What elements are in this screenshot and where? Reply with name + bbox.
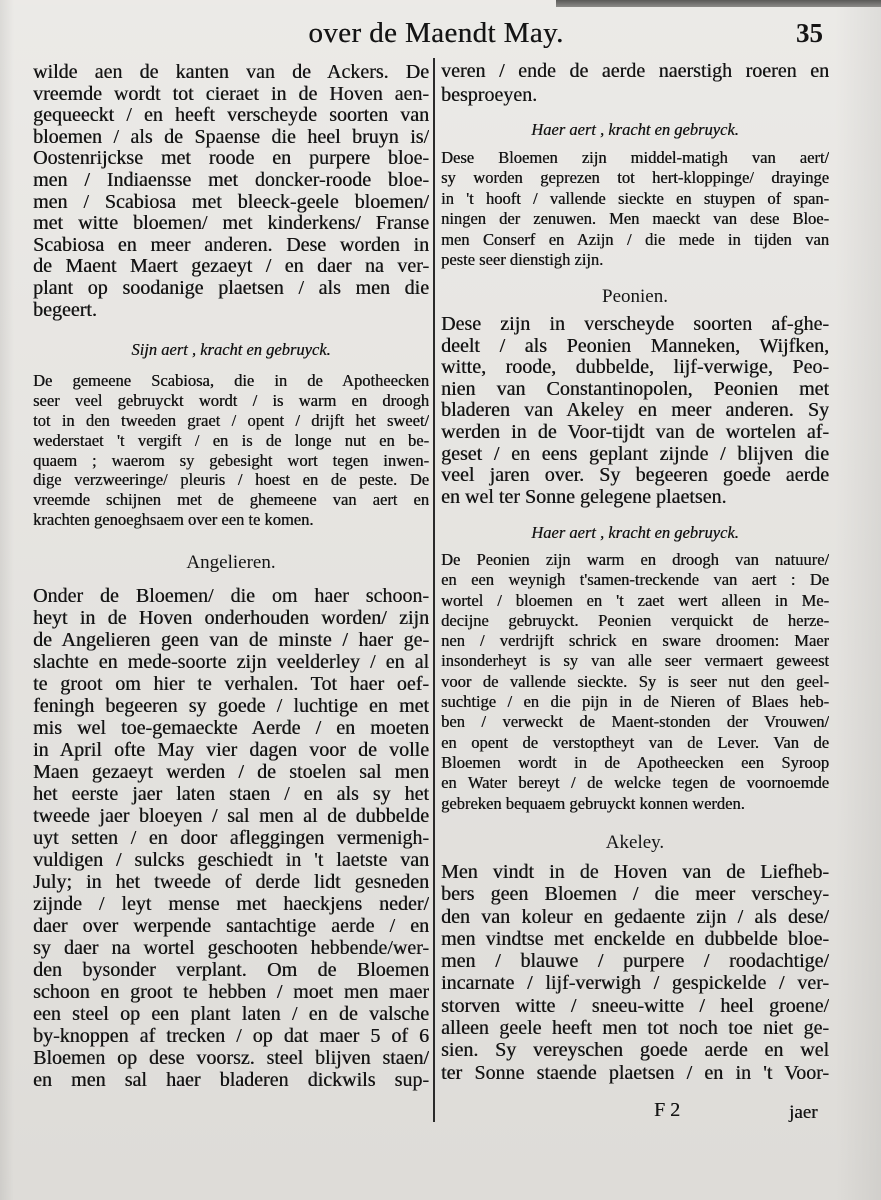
text-line: bladeren van Akeley en meer anderen. Sy [441,400,829,422]
text-line: quaem ; waerom sy gebesight wort tegen inwen- [33,450,429,470]
continuation-paragraph [441,60,829,107]
section-title-angelieren: Angelieren. [186,552,276,573]
text-line: te groot om hier te verhalen. Tot haer oef- [33,673,429,695]
text-line: Oostenrijckse met roode en purpere bloe- [33,148,429,170]
text-line: insonderheyt is sy van alle seer vermaert geweest [441,651,829,671]
text-line: men / blauwe / purpere / roodachtige/ [441,950,829,973]
text-line: peste seer dienstigh zijn. [441,249,604,269]
text-line: Dese zijn in verscheyde soorten af-ghe- [441,314,829,335]
text-line: men / Scabiosa met bleeck-geele bloemen/ [33,191,429,213]
text-line: nien van Constantinopolen, Peonien met [441,378,829,400]
text-line: Bloemen wordt in de Apotheecken een Syroop [441,752,829,772]
column-rule [433,58,435,1122]
text-line: seer veel gebruyckt wordt / is warm en droogh [33,390,429,410]
running-title: over de Maendt May. [308,17,564,49]
text-line: en Water bereyt / de welcke tegen de voornoemde [441,773,829,793]
text-line: Onder de Bloemen/ die om haer schoon- [33,585,429,607]
text-line: heyt in de Hoven onderhouden worden/ zijn [33,607,429,629]
text-line: sien. Sy vereyschen goede aerde en wel [441,1039,829,1062]
text-line: de Angelieren geen van de minste / haer ge- [33,629,429,651]
text-line: De Peonien zijn warm en droogh van natuure/ [441,550,829,569]
text-line: vreemde schijnen met de ghemeene van aert en [33,490,429,510]
text-line: daer over werpende santachtige aerde / en [33,915,429,937]
signature-mark: F 2 [654,1099,681,1121]
section-title-peonien: Peonien. [602,286,668,307]
text-line: schoon en groot te hebben / moet men maer [33,981,429,1003]
text-line: sy daer na wortel geschooten hebbende/wer- [33,937,429,959]
akeley-paragraph [441,861,829,1084]
text-line: met witte bloemen/ met kinderkens/ Franse [33,213,429,235]
section-subheading: Sijn aert , kracht en gebruyck. [131,340,331,359]
text-line: tweede jaer bloeyen / sal men al de dubbelde [33,805,429,827]
text-line: krachten genoeghsaem over een te komen. [33,510,314,530]
scan-edge-shadow [556,0,881,7]
text-line: in April ofte May vier dagen voor de volle [33,739,429,761]
text-line: De gemeene Scabiosa, die in de Apotheecken [33,371,429,390]
text-line: vreemde wordt tot cieraet in de Hoven aen- [33,83,429,105]
text-line: wilde aen de kanten van de Ackers. De [33,62,429,83]
text-line: een steel op een plant laten / en de valsche [33,1003,429,1025]
text-line: deelt / als Peonien Manneken, Wijfken, [441,335,829,357]
text-line: Men vindt in de Hoven van de Liefheb- [441,861,829,883]
text-line: tot in den tweeden graet / opent / drijft het sweet/ [33,410,429,430]
section-subheading: Haer aert , kracht en gebruyck. [531,523,739,542]
section-subheading: Haer aert , kracht en gebruyck. [531,120,739,139]
text-line: gebreken bequaem gebruyckt konnen werden. [441,793,745,813]
text-line: begeert. [33,299,97,321]
text-line: decijne gebruyckt. Peonien verquickt de herze- [441,610,829,630]
text-line: nen / verdrijft schrick en sware droomen: Maer [441,631,829,651]
text-line: ben / verweckt de Maent-stonden der Vrouwen/ [441,712,829,732]
text-line: Dese Bloemen zijn middel-matigh van aert/ [441,148,829,167]
text-line: sy worden geprezen tot hert-kloppinge/ drayinge [441,168,829,188]
text-line: mis wel toe-gemaeckte Aerde / en moeten [33,717,429,739]
text-line: by-knoppen af trecken / op dat maer 5 of 6 [33,1025,429,1047]
text-line: uyt setten / en door afleggingen vermenigh- [33,827,429,849]
text-line: en men sal haer bladeren dickwils sup- [33,1069,429,1091]
text-line: werden in de Voor-tijdt van de wortelen af- [441,421,829,443]
catchword: jaer [789,1102,818,1123]
text-line: July; in het tweede of derde lidt gesneden [33,871,429,893]
text-line: suchtige / en die pijn in de Nieren of Blaes heb- [441,692,829,712]
text-line: veel jaren over. Sy begeeren goede aerde [441,465,829,487]
text-line: zijnde / leyt mense met haeckjens neder/ [33,893,429,915]
text-line: men / Indiaensse met doncker-roode bloe- [33,169,429,191]
text-line: Scabiosa en meer anderen. Dese worden in [33,234,429,256]
peonien-paragraph [441,314,829,508]
text-line: slachte en mede-soorte zijn veelderley / en al [33,651,429,673]
text-line: witte, roode, dubbelde, lijf-verwige, Peo- [441,357,829,379]
text-line: men Conserf en Azijn / die mede in tijden van [441,229,829,249]
text-line: men vindtse met enckelde en dubbelde bloe- [441,927,829,950]
text-line: storven witte / sneeu-witte / heel groene/ [441,994,829,1017]
text-line: feningh begeeren sy goede / luchtige en met [33,695,429,717]
text-line: geset / en eens geplant zijnde / blijven die [441,443,829,465]
text-line: veren / ende de aerde naerstigh roeren en [441,60,829,82]
text-line: in 't hooft / vallende sieckte en stuypen of span- [441,188,829,208]
text-line: besproeyen. [441,83,538,106]
text-line: wortel / bloemen en 't zaet wert alleen in Me- [441,590,829,610]
text-line: den bysonder verplant. Om de Bloemen [33,959,429,981]
text-line: incarnate / lijf-verwigh / gespickelde / ver- [441,972,829,995]
text-line: gequeeckt / en heeft verscheyde soorten van [33,105,429,127]
text-line: Bloemen op dese voorsz. steel blijven staen/ [33,1047,429,1069]
angelieren-paragraph [33,585,429,1091]
text-line: Maen gezaeyt werden / de stoelen sal men [33,761,429,783]
text-line: bers geen Bloemen / die meer verschey- [441,883,829,906]
text-line: dige verzweeringe/ pleuris / hoest en de peste. De [33,470,429,490]
angelieren-virtues-paragraph [441,148,829,270]
text-line: wederstaet 't vergift / en is de longe nut en be- [33,430,429,450]
text-line: voor de vallende sieckte. Sy is seer nut den geel- [441,671,829,691]
text-line: en een weynigh t'samen-treckende van aert : De [441,570,829,590]
scabiosa-virtues-paragraph [33,371,429,530]
peonien-virtues-paragraph [441,550,829,814]
text-line: bloemen / als de Spaense die heel bruyn is/ [33,126,429,148]
text-line: ningen der zenuwen. Men maeckt van dese Bloe- [441,209,829,229]
text-line: den van koleur en gedaente zijn / als dese/ [441,905,829,928]
page-number: 35 [796,18,823,48]
text-line: en wel ter Sonne gelegene plaetsen. [441,486,727,508]
left-intro-paragraph [33,62,429,321]
section-title-akeley: Akeley. [605,832,665,853]
text-line: het eerste jaer laten staen / en als sy het [33,783,429,805]
text-line: ter Sonne staende plaetsen / en in 't Voor- [441,1061,829,1084]
text-line: en opent de verstoptheyt van de Lever. Van de [441,732,829,752]
text-line: plant op soodanige plaetsen / als men die [33,277,429,299]
text-line: vuldigen / sulcks geschiedt in 't laetste van [33,849,429,871]
text-line: alleen geele heeft men tot noch toe niet ge- [441,1017,829,1040]
text-line: de Maent Maert gezaeyt / en daer na ver- [33,256,429,278]
